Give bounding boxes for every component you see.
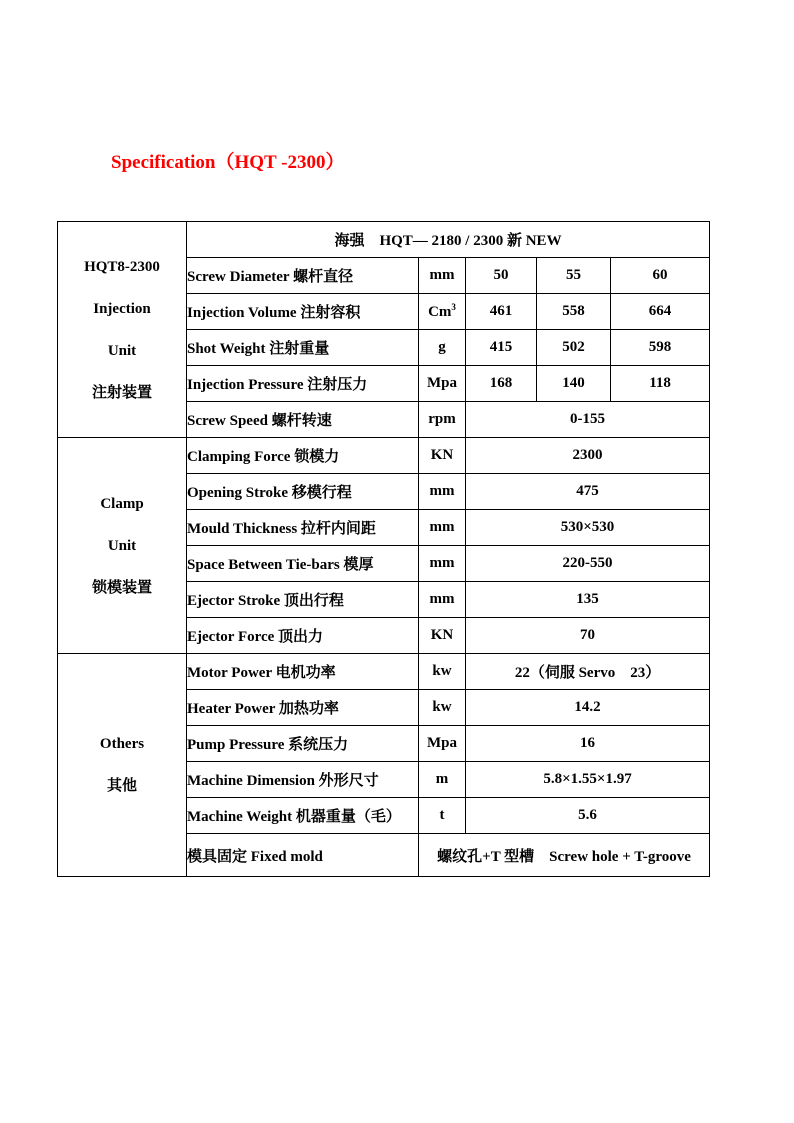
value-cell: 2300 bbox=[466, 438, 710, 474]
value-cell: 14.2 bbox=[466, 690, 710, 726]
value-cell: 598 bbox=[611, 330, 710, 366]
param-label: Opening Stroke 移模行程 bbox=[187, 474, 419, 510]
param-label: Shot Weight 注射重量 bbox=[187, 330, 419, 366]
param-label: Ejector Force 顶出力 bbox=[187, 618, 419, 654]
value-cell: 0-155 bbox=[466, 402, 710, 438]
value-cell: 461 bbox=[466, 294, 537, 330]
value-cell: 16 bbox=[466, 726, 710, 762]
group-label: Unit bbox=[107, 342, 137, 359]
value-cell: 50 bbox=[466, 258, 537, 294]
unit-cell: rpm bbox=[419, 402, 466, 438]
value-cell: 415 bbox=[466, 330, 537, 366]
unit-cell: mm bbox=[419, 258, 466, 294]
param-label: 模具固定 Fixed mold bbox=[187, 834, 419, 877]
unit-cell: mm bbox=[419, 510, 466, 546]
table-header: 海强 HQT— 2180 / 2300 新 NEW bbox=[187, 222, 710, 258]
value-cell: 168 bbox=[466, 366, 537, 402]
group-label: 锁模装置 bbox=[91, 579, 152, 596]
value-cell: 140 bbox=[537, 366, 611, 402]
param-label: Mould Thickness 拉杆内间距 bbox=[187, 510, 419, 546]
value-cell: 60 bbox=[611, 258, 710, 294]
specification-table bbox=[57, 221, 710, 877]
clamp-unit-group-cell bbox=[58, 438, 187, 654]
value-cell: 螺纹孔+T 型槽 Screw hole + T-groove bbox=[419, 834, 710, 877]
group-label: 注射装置 bbox=[91, 384, 152, 401]
group-label: 其他 bbox=[106, 778, 137, 794]
group-label: HQT8-2300 bbox=[84, 258, 160, 275]
param-label: Ejector Stroke 顶出行程 bbox=[187, 582, 419, 618]
unit-cell: kw bbox=[419, 690, 466, 726]
value-cell: 502 bbox=[537, 330, 611, 366]
value-cell: 22（伺服 Servo 23） bbox=[466, 654, 710, 690]
param-label: Pump Pressure 系统压力 bbox=[187, 726, 419, 762]
unit-cell: kw bbox=[419, 654, 466, 690]
value-cell: 55 bbox=[537, 258, 611, 294]
unit-cell: Mpa bbox=[419, 726, 466, 762]
value-cell: 135 bbox=[466, 582, 710, 618]
param-label: Injection Pressure 注射压力 bbox=[187, 366, 419, 402]
value-cell: 5.8×1.55×1.97 bbox=[466, 762, 710, 798]
param-label: Screw Diameter 螺杆直径 bbox=[187, 258, 419, 294]
value-cell: 664 bbox=[611, 294, 710, 330]
value-cell: 220-550 bbox=[466, 546, 710, 582]
unit-cell: m bbox=[419, 762, 466, 798]
table-row bbox=[58, 654, 710, 690]
others-group-cell bbox=[58, 654, 187, 877]
param-label: Machine Weight 机器重量（毛） bbox=[187, 798, 419, 834]
table-row bbox=[58, 438, 710, 474]
param-label: Machine Dimension 外形尺寸 bbox=[187, 762, 419, 798]
param-label: Clamping Force 锁模力 bbox=[187, 438, 419, 474]
unit-cell: mm bbox=[419, 546, 466, 582]
unit-cell: t bbox=[419, 798, 466, 834]
unit-superscript: 3 bbox=[451, 302, 456, 312]
unit-cell: Mpa bbox=[419, 366, 466, 402]
value-cell: 118 bbox=[611, 366, 710, 402]
value-cell: 70 bbox=[466, 618, 710, 654]
unit-cell: mm bbox=[419, 582, 466, 618]
unit-cell: g bbox=[419, 330, 466, 366]
injection-unit-group-cell bbox=[58, 222, 187, 438]
value-cell: 558 bbox=[537, 294, 611, 330]
group-label: Unit bbox=[107, 537, 137, 554]
param-label: Injection Volume 注射容积 bbox=[187, 294, 419, 330]
unit-cell: mm bbox=[419, 474, 466, 510]
param-label: Screw Speed 螺杆转速 bbox=[187, 402, 419, 438]
value-cell: 5.6 bbox=[466, 798, 710, 834]
param-label: Heater Power 加热功率 bbox=[187, 690, 419, 726]
param-label: Space Between Tie-bars 模厚 bbox=[187, 546, 419, 582]
param-label: Motor Power 电机功率 bbox=[187, 654, 419, 690]
unit-cell: KN bbox=[419, 618, 466, 654]
value-cell: 475 bbox=[466, 474, 710, 510]
unit-text: Cm bbox=[428, 304, 452, 320]
group-label: Others bbox=[99, 736, 145, 752]
value-cell: 530×530 bbox=[466, 510, 710, 546]
unit-cell bbox=[419, 294, 466, 330]
group-label: Injection bbox=[93, 300, 151, 317]
unit-cell: KN bbox=[419, 438, 466, 474]
group-label: Clamp bbox=[100, 495, 144, 512]
page-title: Specification（HQT -2300） bbox=[111, 152, 345, 173]
